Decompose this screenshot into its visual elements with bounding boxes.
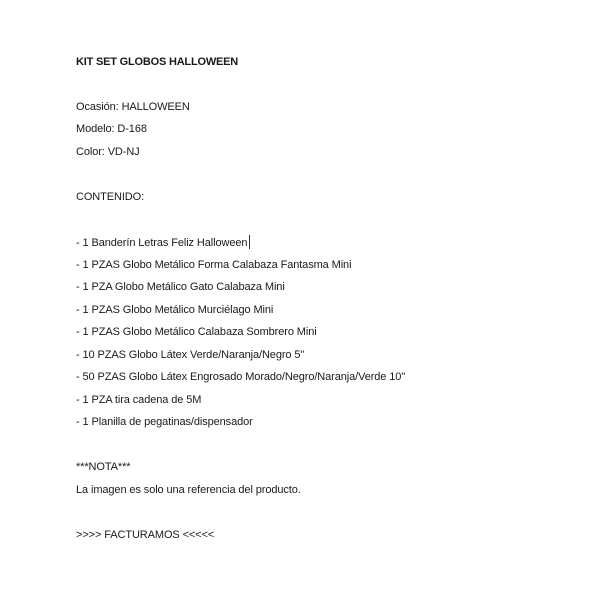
invoice-footer: >>>> FACTURAMOS <<<<< (76, 529, 215, 541)
model-line: Modelo: D-168 (76, 123, 147, 135)
occasion-line: Ocasión: HALLOWEEN (76, 101, 190, 113)
contents-heading: CONTENIDO: (76, 191, 145, 203)
contents-item: - 1 PZAS Globo Metálico Forma Calabaza Fantasma Mini (76, 259, 352, 271)
document-title: KIT SET GLOBOS HALLOWEEN (76, 56, 239, 68)
contents-item: - 1 Planilla de pegatinas/dispensador (76, 416, 253, 428)
contents-item: - 1 PZAS Globo Metálico Calabaza Sombrero Mini (76, 326, 317, 338)
color-line: Color: VD-NJ (76, 146, 140, 158)
note-heading: ***NOTA*** (76, 461, 131, 473)
contents-item: - 50 PZAS Globo Látex Engrosado Morado/Negro/Naranja/Verde 10" (76, 371, 406, 383)
contents-item: - 1 PZAS Globo Metálico Murciélago Mini (76, 304, 274, 316)
text-cursor (249, 235, 250, 249)
note-text: La imagen es solo una referencia del producto. (76, 484, 301, 496)
contents-item: - 1 PZA tira cadena de 5M (76, 394, 202, 406)
contents-item: - 1 PZA Globo Metálico Gato Calabaza Mini (76, 281, 285, 293)
contents-item: - 10 PZAS Globo Látex Verde/Naranja/Negro 5" (76, 349, 305, 361)
contents-item[interactable]: - 1 Banderín Letras Feliz Halloween (76, 235, 250, 250)
